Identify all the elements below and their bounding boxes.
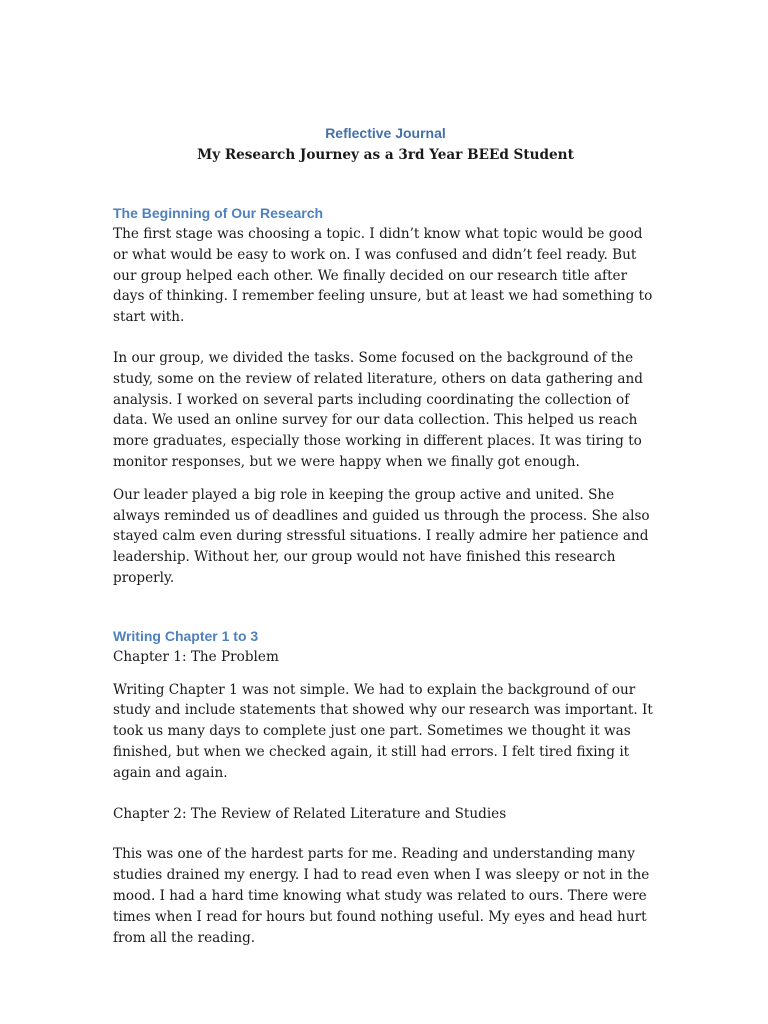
spacer: [113, 166, 658, 202]
spacer: [113, 473, 658, 485]
paragraph: In our group, we divided the tasks. Some focused on the background of the study, some on the review of related literature, others on data gathering and analysis. I worked on several parts including coordinating the collection of data. We used an online survey for our data collection. This helped us reach more graduates, especially those working in different places. It was tiring to monitor responses, but we were happy when we finally got enough.: [113, 349, 643, 470]
document-title: Reflective Journal: [325, 125, 446, 141]
chapter-subheading: Chapter 1: The Problem: [113, 648, 279, 665]
paragraph: Our leader played a big role in keeping the group active and united. She always reminded us of deadlines and guided us through the process. She also stayed calm even during stressful situations. I really admire her patience and leadership. Without her, our group would not have finished this research properly.: [113, 486, 650, 586]
spacer: [113, 328, 658, 348]
chapter-subheading: Chapter 2: The Review of Related Literature and Studies: [113, 805, 507, 822]
paragraph: This was one of the hardest parts for me. Reading and understanding many studies drained my energy. I had to read even when I was sleepy or not in the mood. I had a hard time knowing what study was related to ours. There were times when I read for hours but found nothing useful. My eyes and head hurt from all the reading.: [113, 846, 650, 946]
section-heading-writing-chapters: Writing Chapter 1 to 3: [113, 627, 259, 644]
spacer: [113, 668, 658, 680]
spacer: [113, 589, 658, 625]
paragraph: Writing Chapter 1 was not simple. We had to explain the background of our study and include statements that showed why our research was important. It took us many days to complete just one part. Sometimes we thought it was finished, but when we checked again, it still had errors. I felt tired fixing it again and again.: [113, 681, 653, 781]
spacer: [113, 784, 658, 804]
spacer: [113, 824, 658, 844]
document-body: [113, 122, 658, 948]
document-subtitle: My Research Journey as a 3rd Year BEEd Student: [197, 147, 574, 163]
section-heading-beginning: The Beginning of Our Research: [113, 205, 324, 221]
paragraph: The first stage was choosing a topic. I didn’t know what topic would be good or what would be easy to work on. I was confused and didn’t feel ready. But our group helped each other. We finally decided on our research title after days of thinking. I remember feeling unsure, but at least we had something to start with.: [113, 226, 653, 326]
